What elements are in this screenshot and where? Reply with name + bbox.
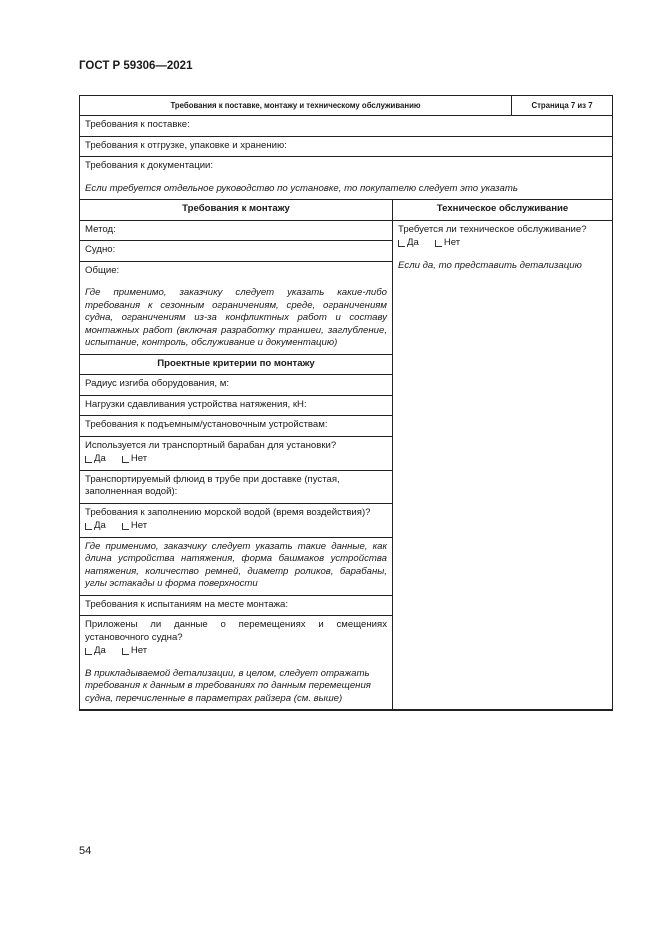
- general-label: Общие:: [85, 264, 120, 276]
- maintenance-question-label: Требуется ли техническое обслуживание?: [398, 223, 587, 235]
- documentation-label: Требования к документации:: [85, 160, 214, 171]
- seawater-question-label: Требования к заполнению морской водой (время воздействия)?: [85, 506, 371, 518]
- seawater-yes-label: Да: [94, 520, 106, 531]
- seawater-yes-checkbox[interactable]: [85, 523, 92, 530]
- general-note: Где применимо, заказчику следует указать какие-либо требования к сезонным ограничениям, среде, ограничениям судна, ограничениям из-за конфликтных работ и составу монтажных работ (включая разработку траншеи, заглубление, испытание, контроль, обслуживание и документацию): [85, 287, 387, 348]
- maintenance-no-checkbox[interactable]: [435, 240, 442, 247]
- vessel-field[interactable]: Судно:: [80, 241, 392, 262]
- lifting-devices-field[interactable]: Требования к подъемным/установочным устройствам:: [80, 416, 392, 437]
- vessel-data-yes-checkbox[interactable]: [85, 648, 92, 655]
- form-title: Требования к поставке, монтажу и техническому обслуживанию: [80, 96, 512, 115]
- maintenance-yes-label: Да: [407, 237, 419, 248]
- vessel-data-yes-label: Да: [94, 645, 106, 656]
- seawater-no-label: Нет: [130, 520, 148, 531]
- vessel-data-note: В прикладываемой детализации, в целом, следует отражать требования к данным в требованиях по данным перемещения судна, перечисленные в параметрах райзера (см. выше): [85, 667, 371, 704]
- drum-no-checkbox[interactable]: [122, 456, 129, 463]
- site-tests-field[interactable]: Требования к испытаниям на месте монтажа:: [80, 596, 392, 617]
- drum-no-label: Нет: [130, 453, 148, 464]
- documentation-note: Если требуется отдельное руководство по установке, то покупателю следует это указать: [85, 182, 518, 194]
- vessel-data-no-label: Нет: [130, 645, 148, 656]
- seawater-fill-question: [80, 504, 392, 538]
- form-header: [80, 96, 612, 116]
- maintenance-no-label: Нет: [443, 237, 461, 248]
- transport-drum-question: [80, 437, 392, 471]
- page-number: 54: [79, 845, 92, 857]
- tensioner-note: Где применимо, заказчику следует указать такие данные, как длина устройства натяжения, форма башмаков устройства натяжения, количество ремней, диаметр роликов, барабаны, углы эстакады и форма поверхности: [80, 538, 392, 596]
- installation-heading: Требования к монтажу: [80, 200, 392, 221]
- drum-yes-label: Да: [94, 453, 106, 464]
- vessel-data-no-checkbox[interactable]: [122, 648, 129, 655]
- shipping-requirements-field[interactable]: Требования к отгрузке, упаковке и хранению:: [80, 137, 612, 158]
- installation-maintenance-section: [80, 200, 612, 709]
- maintenance-heading: Техническое обслуживание: [393, 200, 612, 221]
- method-field[interactable]: Метод:: [80, 221, 392, 242]
- drum-question-label: Используется ли транспортный барабан для установки?: [85, 439, 337, 451]
- delivery-requirements-field[interactable]: Требования к поставке:: [80, 116, 612, 137]
- maintenance-column: [393, 200, 612, 709]
- transport-fluid-field[interactable]: Транспортируемый флюид в трубе при доставке (пустая, заполненная водой):: [80, 471, 392, 504]
- vessel-data-question-label: Приложены ли данные о перемещениях и смещениях установочного судна?: [85, 619, 387, 643]
- maintenance-note: Если да, то представить детализацию: [398, 259, 582, 271]
- document-code: ГОСТ Р 59306—2021: [79, 60, 193, 72]
- crush-loads-field[interactable]: Нагрузки сдавливания устройства натяжения, кН:: [80, 396, 392, 417]
- design-criteria-heading: Проектные критерии по монтажу: [80, 355, 392, 376]
- installation-column: [80, 200, 393, 709]
- maintenance-yes-checkbox[interactable]: [398, 240, 405, 247]
- bend-radius-field[interactable]: Радиус изгиба оборудования, м:: [80, 375, 392, 396]
- general-field[interactable]: [80, 262, 392, 355]
- form-page-indicator: Страница 7 из 7: [531, 101, 593, 110]
- requirements-form: [79, 95, 613, 711]
- documentation-requirements-field[interactable]: [80, 157, 612, 200]
- vessel-data-question: [80, 616, 392, 709]
- drum-yes-checkbox[interactable]: [85, 456, 92, 463]
- seawater-no-checkbox[interactable]: [122, 523, 129, 530]
- maintenance-question: [393, 221, 612, 276]
